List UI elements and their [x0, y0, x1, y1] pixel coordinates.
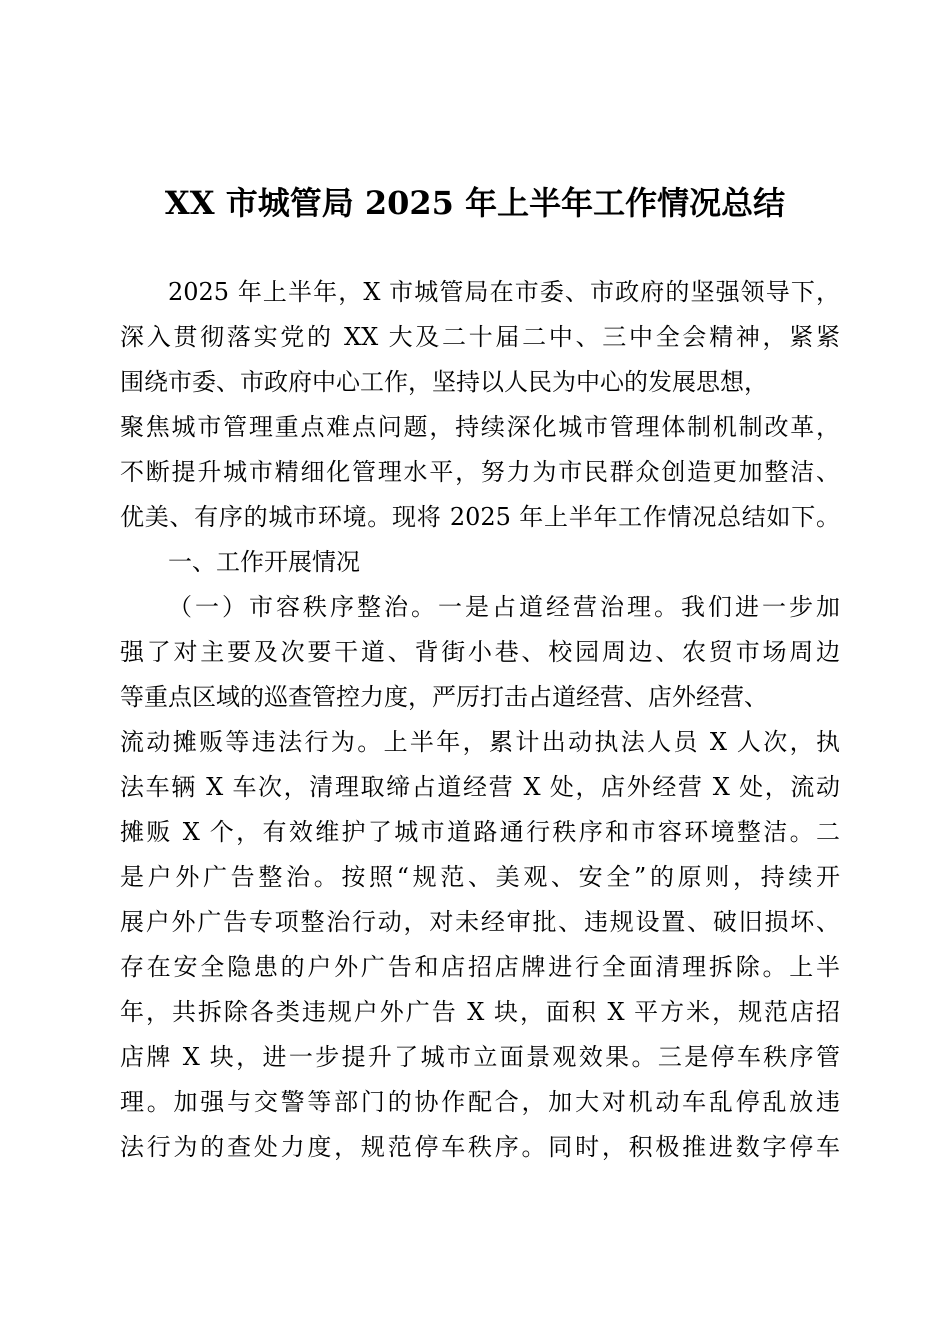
body-line: 聚焦城市管理重点难点问题，持续深化城市管理体制机制改革， [120, 413, 840, 441]
body-line: 法行为的查处力度，规范停车秩序。同时，积极推进数字停车 [120, 1133, 840, 1161]
body-line: 存在安全隐患的户外广告和店招店牌进行全面清理拆除。上半 [120, 953, 840, 981]
body-line: 2025 年上半年，X 市城管局在市委、市政府的坚强领导下， [168, 278, 840, 306]
body-line: （一）市容秩序整治。一是占道经营治理。我们进一步加 [168, 593, 840, 621]
body-line: 深入贯彻落实党的 XX 大及二十届二中、三中全会精神，紧紧 [120, 323, 840, 351]
body-line: 摊贩 X 个，有效维护了城市道路通行秩序和市容环境整洁。二 [120, 818, 840, 846]
body-line: 法车辆 X 车次，清理取缔占道经营 X 处，店外经营 X 处，流动 [120, 773, 840, 801]
body-line: 是户外广告整治。按照“规范、美观、安全”的原则，持续开 [120, 863, 840, 891]
body-line: 店牌 X 块，进一步提升了城市立面景观效果。三是停车秩序管 [120, 1043, 840, 1071]
body-line: 年，共拆除各类违规户外广告 X 块，面积 X 平方米，规范店招 [120, 998, 840, 1026]
body-line: 不断提升城市精细化管理水平，努力为市民群众创造更加整洁、 [120, 458, 840, 486]
section-heading: 一、工作开展情况 [168, 548, 360, 576]
body-line: 围绕市委、市政府中心工作，坚持以人民为中心的发展思想， [120, 368, 768, 396]
body-line: 流动摊贩等违法行为。上半年，累计出动执法人员 X 人次，执 [120, 728, 840, 756]
document-title: XX 市城管局 2025 年上半年工作情况总结 [164, 184, 786, 222]
body-line: 等重点区域的巡查管控力度，严厉打击占道经营、店外经营、 [120, 683, 768, 711]
body-line: 展户外广告专项整治行动，对未经审批、违规设置、破旧损坏、 [120, 908, 840, 936]
body-line: 理。加强与交警等部门的协作配合，加大对机动车乱停乱放违 [120, 1088, 840, 1116]
body-line: 强了对主要及次要干道、背街小巷、校园周边、农贸市场周边 [120, 638, 840, 666]
body-line: 优美、有序的城市环境。现将 2025 年上半年工作情况总结如下。 [120, 503, 840, 531]
